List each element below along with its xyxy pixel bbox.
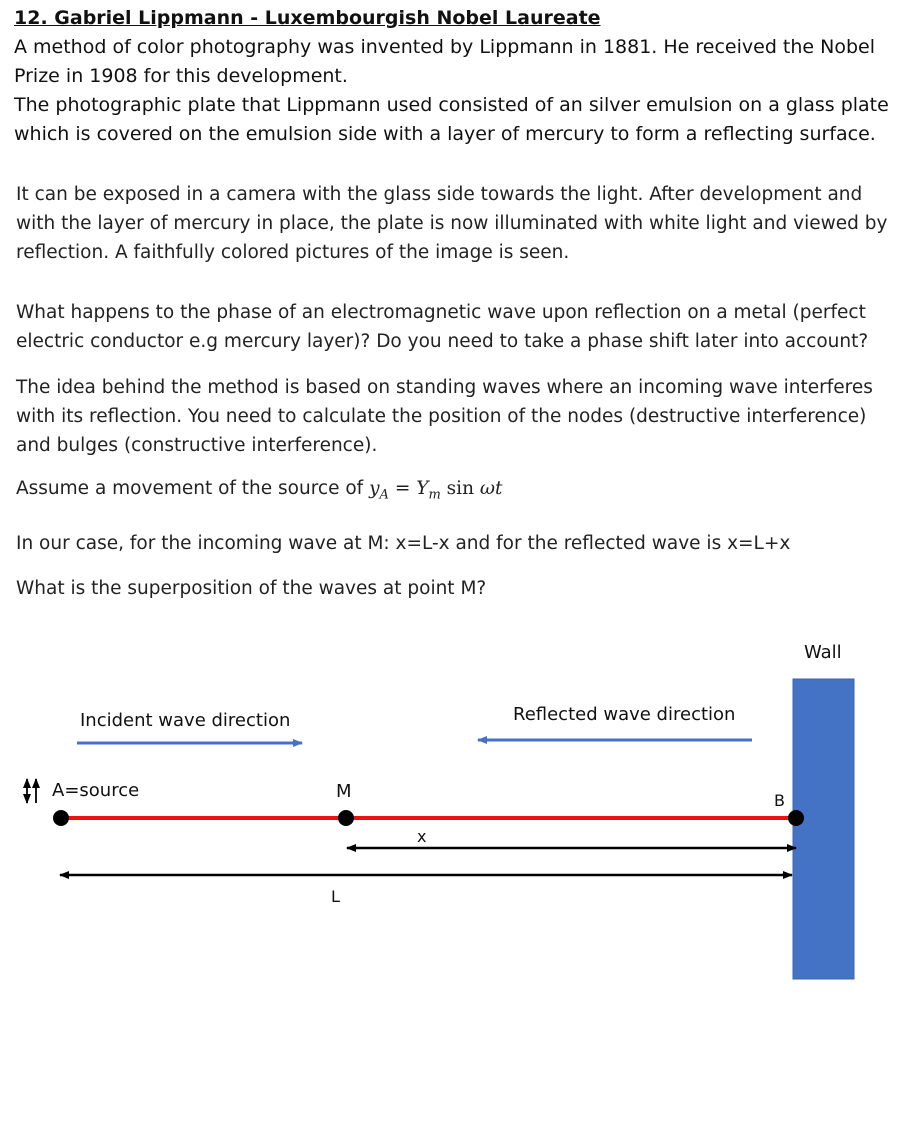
case-paragraph: In our case, for the incoming wave at M: x=L-x and for the reflected wave is x=L+x xyxy=(16,533,791,554)
question-phase-paragraph: What happens to the phase of an electromagnetic wave upon reflection on a metal (perfect electric conductor e.g mercury layer)? Do you need to take a phase shift later into account? xyxy=(16,302,869,352)
wall xyxy=(793,679,854,979)
b-label: B xyxy=(774,791,785,810)
point-b xyxy=(788,810,804,826)
intro-paragraph-1: A method of color photography was invented by Lippmann in 1881. He received the Nobel Prize in 1908 for this development. xyxy=(14,36,876,87)
point-m xyxy=(338,810,354,826)
exposure-paragraph: It can be exposed in a camera with the glass side towards the light. After development and with the layer of mercury in place, the plate is now illuminated with white light and viewed by reflection. A faithfully colored pictures of the image is seen. xyxy=(16,184,888,263)
x-label: x xyxy=(417,827,427,846)
incident-label: Incident wave direction xyxy=(80,710,291,731)
intro-paragraph-2: The photographic plate that Lippmann used consisted of an silver emulsion on a glass plate which is covered on the emulsion side with a layer of mercury to form a reflecting surface. xyxy=(14,94,889,145)
m-label: M xyxy=(336,781,352,802)
idea-paragraph: The idea behind the method is based on standing waves where an incoming wave interferes with its reflection. You need to calculate the position of the nodes (destructive interference) and bulges (constructive interference). xyxy=(16,377,873,456)
source-label: A=source xyxy=(52,780,140,801)
superposition-question: What is the superposition of the waves at point M? xyxy=(16,578,487,599)
l-label: L xyxy=(331,887,340,906)
point-a xyxy=(53,810,69,826)
assume-text: Assume a movement of the source of xyxy=(16,478,364,499)
page-title: 12. Gabriel Lippmann - Luxembourgish Nobel Laureate xyxy=(14,7,601,29)
reflected-label: Reflected wave direction xyxy=(513,704,736,725)
wall-label: Wall xyxy=(804,642,842,663)
source-equation: $y_A = Y_m$ sin ωt xyxy=(369,478,503,503)
